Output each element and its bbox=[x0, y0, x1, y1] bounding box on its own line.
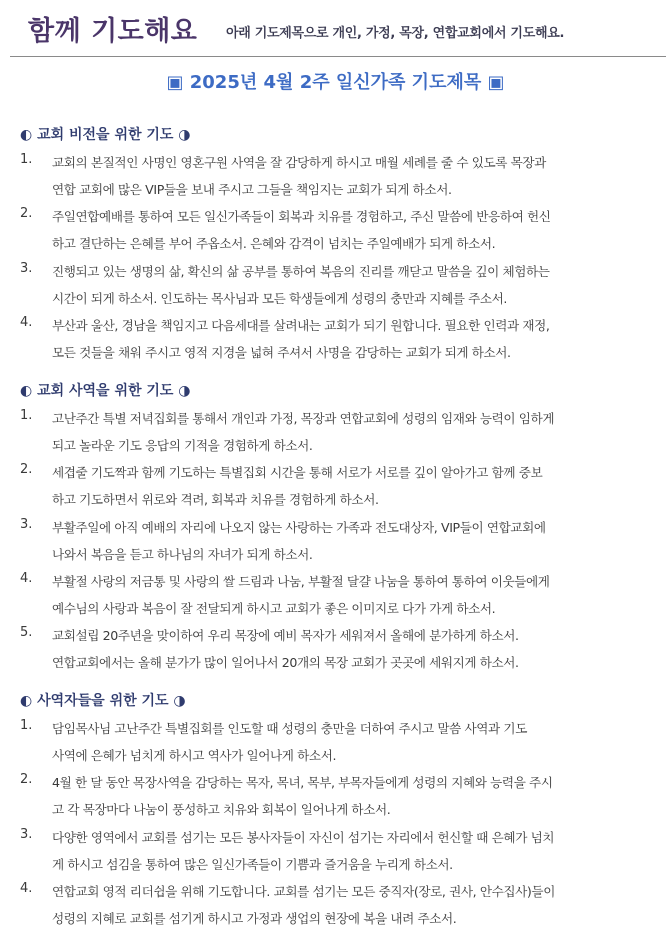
item-text-line: 부활절 사랑의 저금통 및 사랑의 쌀 드림과 나눔, 부활절 달걀 나눔을 통하여 통하여 이웃들에게 bbox=[52, 574, 550, 589]
prayer-item bbox=[0, 881, 671, 937]
item-text-line: 연합 교회에 많은 VIP들을 보내 주시고 그들을 책임지는 교회가 되게 하소서. bbox=[52, 182, 452, 197]
item-number: 3. bbox=[20, 827, 33, 842]
prayer-item bbox=[0, 718, 671, 774]
prayer-item bbox=[0, 152, 671, 208]
item-text-line: 하고 결단하는 은혜를 부어 주옵소서. 은혜와 감격이 넘치는 주일예배가 되게 하소서. bbox=[52, 236, 496, 251]
item-text-line: 하고 기도하면서 위로와 격려, 회복과 치유를 경험하게 하소서. bbox=[52, 492, 379, 507]
item-text-line: 담임목사님 고난주간 특별집회를 인도할 때 성령의 충만을 더하여 주시고 말씀 사역과 기도 bbox=[52, 721, 527, 736]
item-number: 4. bbox=[20, 571, 33, 586]
section-heading: ◐ 교회 사역을 위한 기도 ◑ bbox=[20, 383, 191, 399]
item-number: 2. bbox=[20, 206, 33, 221]
page-subtitle: 아래 기도제목으로 개인, 가정, 목장, 연합교회에서 기도해요. bbox=[226, 26, 565, 41]
item-text-line: 고 각 목장마다 나눔이 풍성하고 치유와 회복이 일어나게 하소서. bbox=[52, 802, 391, 817]
item-text-line: 연합교회 영적 리더쉽을 위해 기도합니다. 교회를 섬기는 모든 중직자(장로, 권사, 안수집사)들이 bbox=[52, 884, 555, 899]
prayer-item bbox=[0, 462, 671, 518]
item-number: 5. bbox=[20, 625, 33, 640]
item-text-line: 교회의 본질적인 사명인 영혼구원 사역을 잘 감당하게 하시고 매월 세례를 줄 수 있도록 목장과 bbox=[52, 155, 546, 170]
item-number: 1. bbox=[20, 152, 33, 167]
item-text-line: 고난주간 특별 저녁집회를 통해서 개인과 가정, 목장과 연합교회에 성령의 임재와 능력이 임하게 bbox=[52, 411, 555, 426]
item-text-line: 예수님의 사랑과 복음이 잘 전달되게 하시고 교회가 좋은 이미지로 다가 가게 하소서. bbox=[52, 601, 496, 616]
prayer-item bbox=[0, 315, 671, 371]
item-text-line: 부산과 울산, 경남을 책임지고 다음세대를 살려내는 교회가 되기 원합니다. 필요한 인력과 재정, bbox=[52, 318, 550, 333]
item-number: 4. bbox=[20, 315, 33, 330]
item-text-line: 연합교회에서는 올해 분가가 많이 일어나서 20개의 목장 교회가 곳곳에 세워지게 하소서. bbox=[52, 655, 519, 670]
item-text-line: 4월 한 달 동안 목장사역을 감당하는 목자, 목녀, 목부, 부목자들에게 성령의 지혜와 능력을 주시 bbox=[52, 775, 553, 790]
page-title: 함께 기도해요 bbox=[28, 16, 198, 47]
header-divider bbox=[10, 56, 666, 57]
week-title: ▣ 2025년 4월 2주 일신가족 기도제목 ▣ bbox=[166, 72, 505, 93]
item-text-line: 다양한 영역에서 교회를 섬기는 모든 봉사자들이 자신이 섬기는 자리에서 헌신할 때 은혜가 넘치 bbox=[52, 830, 555, 845]
item-number: 4. bbox=[20, 881, 33, 896]
item-text-line: 나와서 복음을 듣고 하나님의 자녀가 되게 하소서. bbox=[52, 547, 313, 562]
section-heading: ◐ 사역자들을 위한 기도 ◑ bbox=[20, 693, 186, 709]
prayer-item bbox=[0, 571, 671, 627]
page-header bbox=[0, 0, 671, 56]
item-number: 1. bbox=[20, 408, 33, 423]
item-text-line: 진행되고 있는 생명의 삶, 확신의 삶 공부를 통하여 복음의 진리를 깨닫고 말씀을 깊이 체험하는 bbox=[52, 264, 550, 279]
item-text-line: 되고 놀라운 기도 응답의 기적을 경험하게 하소서. bbox=[52, 438, 313, 453]
item-text-line: 시간이 되게 하소서. 인도하는 목사님과 모든 학생들에게 성령의 충만과 지혜를 주소서. bbox=[52, 291, 508, 306]
prayer-item bbox=[0, 261, 671, 317]
item-text-line: 세겹줄 기도짝과 함께 기도하는 특별집회 시간을 통해 서로가 서로를 깊이 알아가고 함께 중보 bbox=[52, 465, 543, 480]
item-text-line: 부활주일에 아직 예배의 자리에 나오지 않는 사랑하는 가족과 전도대상자, VIP들이 연합교회에 bbox=[52, 520, 546, 535]
prayer-item bbox=[0, 827, 671, 883]
item-text-line: 성령의 지혜로 교회를 섬기게 하시고 가정과 생업의 현장에 복을 내려 주소서. bbox=[52, 911, 457, 926]
prayer-item bbox=[0, 772, 671, 828]
prayer-item bbox=[0, 408, 671, 464]
item-number: 1. bbox=[20, 718, 33, 733]
prayer-item bbox=[0, 206, 671, 262]
item-number: 3. bbox=[20, 517, 33, 532]
item-number: 2. bbox=[20, 772, 33, 787]
prayer-item bbox=[0, 625, 671, 681]
item-text-line: 사역에 은혜가 넘치게 하시고 역사가 일어나게 하소서. bbox=[52, 748, 337, 763]
item-text-line: 교회설립 20주년을 맞이하여 우리 목장에 예비 목자가 세워져서 올해에 분가하게 하소서. bbox=[52, 628, 519, 643]
section-heading: ◐ 교회 비전을 위한 기도 ◑ bbox=[20, 127, 191, 143]
item-number: 2. bbox=[20, 462, 33, 477]
item-number: 3. bbox=[20, 261, 33, 276]
item-text-line: 주일연합예배를 통하여 모든 일신가족들이 회복과 치유를 경험하고, 주신 말씀에 반응하여 헌신 bbox=[52, 209, 551, 224]
item-text-line: 게 하시고 섬김을 통하여 많은 일신가족들이 기쁨과 즐거움을 누리게 하소서. bbox=[52, 857, 453, 872]
item-text-line: 모든 것들을 채워 주시고 영적 지경을 넓혀 주셔서 사명을 감당하는 교회가 되게 하소서. bbox=[52, 345, 511, 360]
prayer-item bbox=[0, 517, 671, 573]
